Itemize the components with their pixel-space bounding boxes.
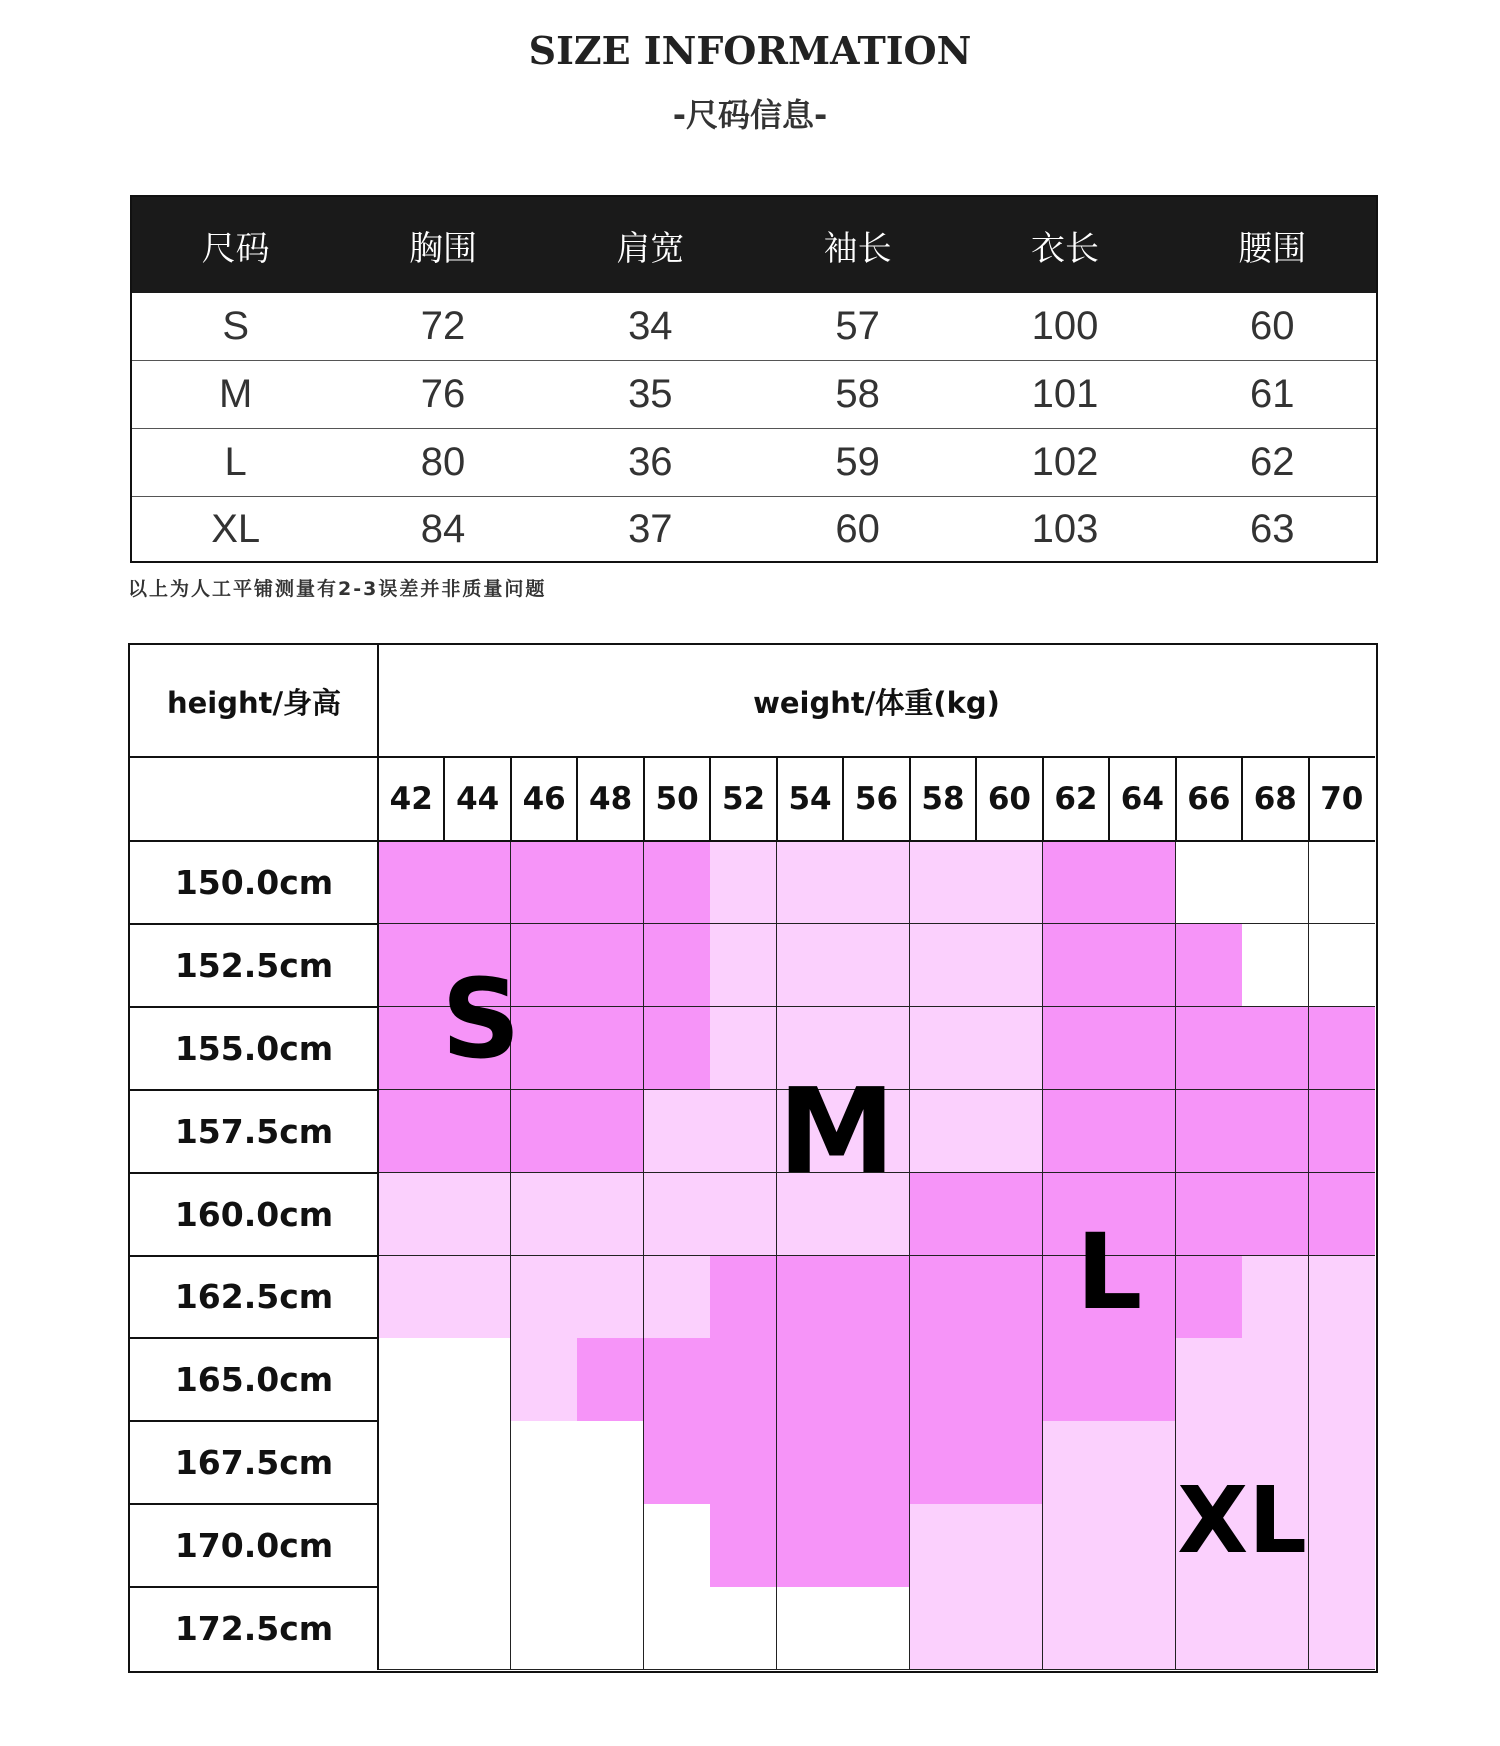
table-row: [132, 361, 1376, 429]
fit-cell: [777, 1256, 844, 1339]
fit-cell: [1043, 1421, 1110, 1504]
height-label: 160.0cm: [174, 1194, 334, 1234]
fit-cell: [1309, 1504, 1376, 1587]
fit-cell: [1043, 1587, 1110, 1670]
fit-cell: [910, 1256, 977, 1339]
fit-cell: [444, 1338, 511, 1421]
fit-cell: [910, 924, 977, 1007]
fit-cell: [910, 1504, 977, 1587]
fit-cell: [1109, 1090, 1176, 1173]
weight-label: 54: [788, 781, 832, 817]
weight-label: 58: [921, 781, 965, 817]
fit-cell: [910, 1173, 977, 1256]
fit-cell: [1242, 1256, 1309, 1339]
table-cell: 58: [835, 372, 880, 416]
table-cell: 103: [1031, 506, 1099, 551]
table-cell: 80: [420, 440, 466, 484]
fit-cell: [577, 1338, 644, 1421]
height-label: 155.0cm: [174, 1028, 334, 1068]
fit-cell: [843, 924, 910, 1007]
fit-cell: [444, 841, 511, 924]
grid-line: [130, 923, 378, 925]
header-size: 尺码: [201, 228, 270, 269]
fit-cell: [644, 924, 711, 1007]
fit-cell: [710, 1256, 777, 1339]
fit-cell: [910, 1587, 977, 1670]
fit-cell: [644, 1338, 711, 1421]
height-label: 152.5cm: [174, 945, 334, 985]
fit-cell: [976, 1256, 1043, 1339]
fit-cell: [1309, 1421, 1376, 1504]
fit-cell: [1176, 1587, 1243, 1670]
fit-cell: [1043, 841, 1110, 924]
fit-cell: [644, 1007, 711, 1090]
fit-cell: [644, 1504, 711, 1587]
fit-cell: [1043, 1338, 1110, 1421]
table-cell: 61: [1250, 372, 1295, 416]
fit-cell: [710, 841, 777, 924]
fit-cell: [511, 1587, 578, 1670]
fit-cell: [577, 1504, 644, 1587]
fit-cell: [1176, 924, 1243, 1007]
grid-line: [130, 1172, 378, 1174]
grid-line: [130, 840, 1375, 843]
fit-cell: [1242, 1173, 1309, 1256]
fit-cell: [378, 1090, 445, 1173]
grid-line: [1308, 757, 1310, 841]
fit-cell: [511, 1256, 578, 1339]
page-subtitle: -尺码信息-: [672, 96, 828, 134]
fit-cell: [777, 924, 844, 1007]
fit-cell: [710, 1338, 777, 1421]
fit-cell: [1109, 1587, 1176, 1670]
weight-label: 48: [589, 781, 633, 817]
fit-cell: [843, 1421, 910, 1504]
fit-cell: [644, 1173, 711, 1256]
table-cell: L: [224, 440, 247, 484]
table-cell: 34: [628, 304, 673, 348]
fit-cell: [577, 924, 644, 1007]
fit-cell: [1242, 1338, 1309, 1421]
fit-cell: [843, 841, 910, 924]
table-cell: 60: [835, 506, 880, 551]
fit-cell: [1242, 924, 1309, 1007]
fit-cell: [644, 1256, 711, 1339]
fit-cell: [378, 1173, 445, 1256]
grid-line: [1042, 757, 1044, 841]
size-table: [130, 195, 1378, 563]
fit-cell: [777, 1421, 844, 1504]
header-chest: 胸围: [408, 228, 477, 269]
fit-cell: [976, 1173, 1043, 1256]
grid-line: [377, 645, 380, 1670]
fit-cell: [976, 1587, 1043, 1670]
grid-line: [130, 1337, 378, 1339]
fit-cell: [910, 1007, 977, 1090]
table-cell: S: [222, 304, 249, 348]
fit-cell: [444, 1587, 511, 1670]
fit-cell: [644, 1090, 711, 1173]
fit-cell: [1043, 1090, 1110, 1173]
fit-cell: [976, 1504, 1043, 1587]
grid-line: [1241, 757, 1243, 841]
weight-label: 66: [1187, 781, 1231, 817]
fit-cell: [910, 1338, 977, 1421]
grid-line: [1175, 757, 1177, 841]
fit-cell: [378, 1338, 445, 1421]
fit-cell: [976, 924, 1043, 1007]
weight-label: 46: [522, 781, 566, 817]
fit-cell: [511, 1090, 578, 1173]
fit-cell: [976, 841, 1043, 924]
fit-cell: [644, 1421, 711, 1504]
fit-cell: [444, 1256, 511, 1339]
fit-cell: [511, 1173, 578, 1256]
fit-cell: [378, 841, 445, 924]
fit-cell: [1109, 924, 1176, 1007]
grid-line: [130, 1089, 378, 1091]
fit-cell: [710, 1007, 777, 1090]
fit-cell: [511, 841, 578, 924]
fit-cell: [1109, 1007, 1176, 1090]
height-label: 150.0cm: [174, 862, 334, 902]
fit-cell: [1109, 1338, 1176, 1421]
table-cell: 35: [628, 372, 673, 416]
fit-cell: [1309, 1090, 1376, 1173]
fit-cell: [1309, 1007, 1376, 1090]
fit-cell: [976, 1090, 1043, 1173]
grid-line: [975, 757, 977, 841]
fit-cell: [1309, 1587, 1376, 1670]
table-cell: 100: [1031, 304, 1099, 348]
table-cell: 57: [835, 304, 880, 348]
height-label: 157.5cm: [174, 1111, 334, 1151]
weight-label: 50: [655, 781, 699, 817]
fit-cell: [577, 841, 644, 924]
fit-cell: [1043, 1504, 1110, 1587]
grid-line: [443, 757, 445, 841]
grid-line: [130, 1006, 378, 1008]
fit-cell: [1176, 1338, 1243, 1421]
fit-cell: [577, 1256, 644, 1339]
fit-cell: [1176, 1256, 1243, 1339]
table-cell: M: [219, 372, 253, 416]
fit-chart: [128, 643, 1378, 1673]
weight-label: 44: [456, 781, 500, 817]
fit-cell: [511, 1007, 578, 1090]
fit-cell: [1176, 1173, 1243, 1256]
fit-cell: [843, 1338, 910, 1421]
zone-label-xl: XL: [1177, 1466, 1307, 1574]
fit-cell: [378, 1587, 445, 1670]
fit-cell: [1242, 841, 1309, 924]
table-cell: 59: [835, 440, 880, 484]
fit-cell: [511, 1504, 578, 1587]
zone-label-l: L: [1075, 1211, 1143, 1334]
fit-cell: [577, 1090, 644, 1173]
fit-cell: [511, 1421, 578, 1504]
table-cell: 84: [420, 506, 466, 551]
fit-cell: [378, 1007, 445, 1090]
grid-line: [842, 757, 844, 841]
fit-cell: [710, 1090, 777, 1173]
grid-line: [130, 1255, 378, 1257]
table-cell: 72: [420, 304, 466, 348]
weight-header: weight/体重(kg): [753, 685, 1000, 720]
fit-cell: [444, 1504, 511, 1587]
grid-line: [130, 1586, 378, 1588]
zone-label-m: M: [777, 1062, 896, 1201]
zone-label-s: S: [441, 955, 521, 1084]
weight-label: 64: [1120, 781, 1164, 817]
table-cell: 36: [628, 440, 673, 484]
fit-cell: [777, 1338, 844, 1421]
fit-cell: [843, 1256, 910, 1339]
fit-cell: [577, 1421, 644, 1504]
header-sleeve: 袖长: [823, 228, 892, 269]
fit-cell: [1309, 924, 1376, 1007]
weight-label: 42: [389, 781, 433, 817]
height-label: 162.5cm: [174, 1277, 334, 1317]
fit-cell: [511, 924, 578, 1007]
fit-cell: [1242, 1090, 1309, 1173]
fit-cell: [910, 1421, 977, 1504]
fit-cell: [1309, 841, 1376, 924]
grid-line: [1108, 757, 1110, 841]
fit-cell: [444, 1173, 511, 1256]
fit-cell: [1309, 1256, 1376, 1339]
fit-cell: [577, 1587, 644, 1670]
grid-line: [130, 1420, 378, 1422]
weight-label: 70: [1320, 781, 1364, 817]
fit-cell: [1043, 924, 1110, 1007]
grid-line: [643, 757, 645, 841]
fit-cell: [910, 1090, 977, 1173]
fit-cell: [511, 1338, 578, 1421]
header-length: 衣长: [1030, 228, 1099, 269]
page-title: SIZE INFORMATION: [528, 28, 972, 73]
table-cell: XL: [211, 506, 261, 551]
header-shoulder: 肩宽: [616, 228, 685, 269]
fit-cell: [1109, 1504, 1176, 1587]
weight-label: 56: [854, 781, 899, 817]
grid-line: [576, 757, 578, 841]
table-cell: 102: [1031, 440, 1099, 484]
table-row: [132, 429, 1376, 497]
grid-line: [130, 756, 1375, 759]
weight-label: 62: [1054, 781, 1098, 817]
fit-cell: [378, 1421, 445, 1504]
grid-line: [709, 757, 711, 841]
fit-cell: [843, 1504, 910, 1587]
fit-cell: [577, 1173, 644, 1256]
fit-cell: [710, 1173, 777, 1256]
fit-cell: [1176, 1007, 1243, 1090]
header-waist: 腰围: [1238, 228, 1307, 269]
fit-cell: [976, 1338, 1043, 1421]
fit-cell: [1109, 841, 1176, 924]
size-table-header: [132, 197, 1376, 293]
fit-cell: [1242, 1587, 1309, 1670]
table-cell: 101: [1031, 372, 1099, 416]
weight-label: 60: [987, 781, 1031, 817]
fit-cell: [710, 1587, 777, 1670]
table-cell: 37: [628, 506, 673, 551]
fit-cell: [777, 1504, 844, 1587]
fit-cell: [777, 841, 844, 924]
fit-cell: [444, 1090, 511, 1173]
height-label: 170.0cm: [174, 1526, 334, 1566]
fit-cell: [378, 924, 445, 1007]
weight-label: 68: [1253, 781, 1297, 817]
fit-cell: [444, 1421, 511, 1504]
fit-cell: [644, 841, 711, 924]
table-row: [132, 293, 1376, 361]
height-label: 167.5cm: [174, 1443, 334, 1483]
fit-cell: [843, 1587, 910, 1670]
fit-cell: [1176, 1090, 1243, 1173]
fit-cell: [378, 1256, 445, 1339]
fit-grid: [130, 645, 1376, 1671]
fit-cell: [710, 1421, 777, 1504]
weight-label: 52: [721, 781, 766, 817]
grid-line: [909, 757, 911, 841]
height-label: 165.0cm: [174, 1360, 334, 1400]
fit-cell: [1309, 1173, 1376, 1256]
fit-cell: [976, 1007, 1043, 1090]
grid-line: [776, 757, 778, 841]
height-label: 172.5cm: [174, 1609, 334, 1649]
fit-cell: [710, 1504, 777, 1587]
height-header: height/身高: [166, 685, 342, 720]
fit-cell: [378, 1504, 445, 1587]
fit-cell: [710, 924, 777, 1007]
fit-cell: [644, 1587, 711, 1670]
fit-cell: [910, 841, 977, 924]
table-cell: 60: [1250, 304, 1295, 348]
grid-line: [130, 1503, 378, 1505]
fit-cell: [1043, 1007, 1110, 1090]
fit-cell: [976, 1421, 1043, 1504]
fit-cell: [1109, 1421, 1176, 1504]
table-cell: 76: [420, 372, 466, 416]
table-cell: 62: [1250, 440, 1295, 484]
fit-cell: [577, 1007, 644, 1090]
table-cell: 63: [1250, 506, 1295, 551]
fit-cell: [777, 1587, 844, 1670]
fit-cell: [1309, 1338, 1376, 1421]
fit-cell: [1242, 1007, 1309, 1090]
fit-cell: [1176, 841, 1243, 924]
grid-line: [510, 757, 512, 841]
measurement-note: 以上为人工平铺测量有2-3误差并非质量问题: [128, 578, 547, 600]
table-row: [132, 497, 1376, 561]
